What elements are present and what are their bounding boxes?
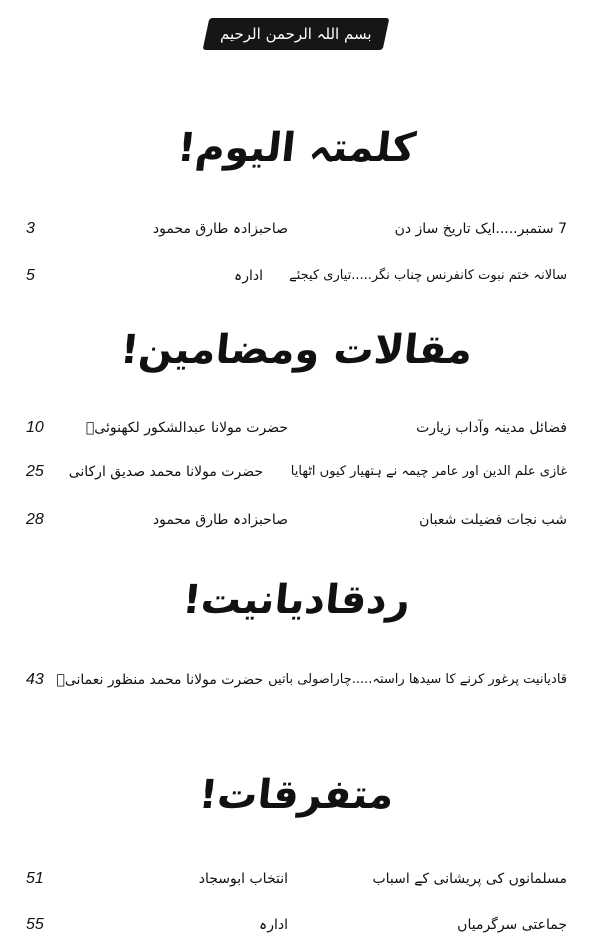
entry-page-number: 55 — [26, 916, 44, 933]
toc-entry — [0, 217, 593, 241]
entry-title: فضائل مدینہ وآداب زیارت — [416, 420, 567, 436]
entry-author: ادارہ — [259, 917, 288, 933]
section-heading-mutafarriqat: متفرقات! — [196, 772, 397, 818]
entry-page-number: 51 — [26, 870, 44, 887]
section-heading-kalimatul-yaum: کلمتہ الیوم! — [175, 125, 418, 171]
section-heading-maqalat: مقالات ومضامین! — [118, 327, 475, 373]
entry-page-number: 25 — [26, 463, 44, 480]
toc-entry — [0, 668, 593, 692]
bismillah-banner — [203, 18, 390, 50]
entry-author: ادارہ — [234, 268, 263, 284]
entry-title: جماعتی سرگرمیاں — [457, 917, 567, 933]
bismillah-text: بسم اللہ الرحمن الرحیم — [220, 25, 372, 43]
entry-title: سالانہ ختم نبوت کانفرنس چناب نگر.....تیاری کیجئے — [289, 268, 567, 283]
section-heading-radd-e-qadianiyat: ردقادیانیت! — [180, 577, 413, 623]
toc-entry — [0, 264, 593, 288]
toc-entry — [0, 867, 593, 891]
entry-title: غازی علم الدین اور عامر چیمہ نے ہتھیار کیوں اٹھایا — [290, 464, 567, 479]
entry-author: انتخاب ابوسجاد — [198, 871, 288, 887]
toc-entry — [0, 460, 593, 484]
entry-title: 7 ستمبر.....ایک تاریخ ساز دن — [394, 221, 567, 237]
toc-entry — [0, 913, 593, 937]
entry-page-number: 5 — [26, 267, 35, 284]
entry-page-number: 43 — [26, 671, 44, 688]
entry-page-number: 10 — [26, 419, 44, 436]
entry-title: مسلمانوں کی پریشانی کے اسباب — [372, 871, 567, 887]
entry-title: قادیانیت پرغور کرنے کا سیدھا راستہ.....چاراصولی باتیں — [268, 672, 567, 687]
entry-author: صاحبزادہ طارق محمود — [152, 221, 288, 237]
entry-author: حضرت مولانا عبدالشکور لکھنوئیؒ — [85, 420, 288, 436]
toc-entry — [0, 416, 593, 440]
entry-title: شب نجات فضیلت شعبان — [419, 512, 567, 528]
toc-entry — [0, 508, 593, 532]
entry-page-number: 3 — [26, 220, 35, 237]
entry-author: حضرت مولانا محمد صدیق ارکانی — [68, 464, 263, 480]
entry-page-number: 28 — [26, 511, 44, 528]
entry-author: حضرت مولانا محمد منظور نعمانیؒ — [56, 672, 263, 688]
entry-author: صاحبزادہ طارق محمود — [152, 512, 288, 528]
